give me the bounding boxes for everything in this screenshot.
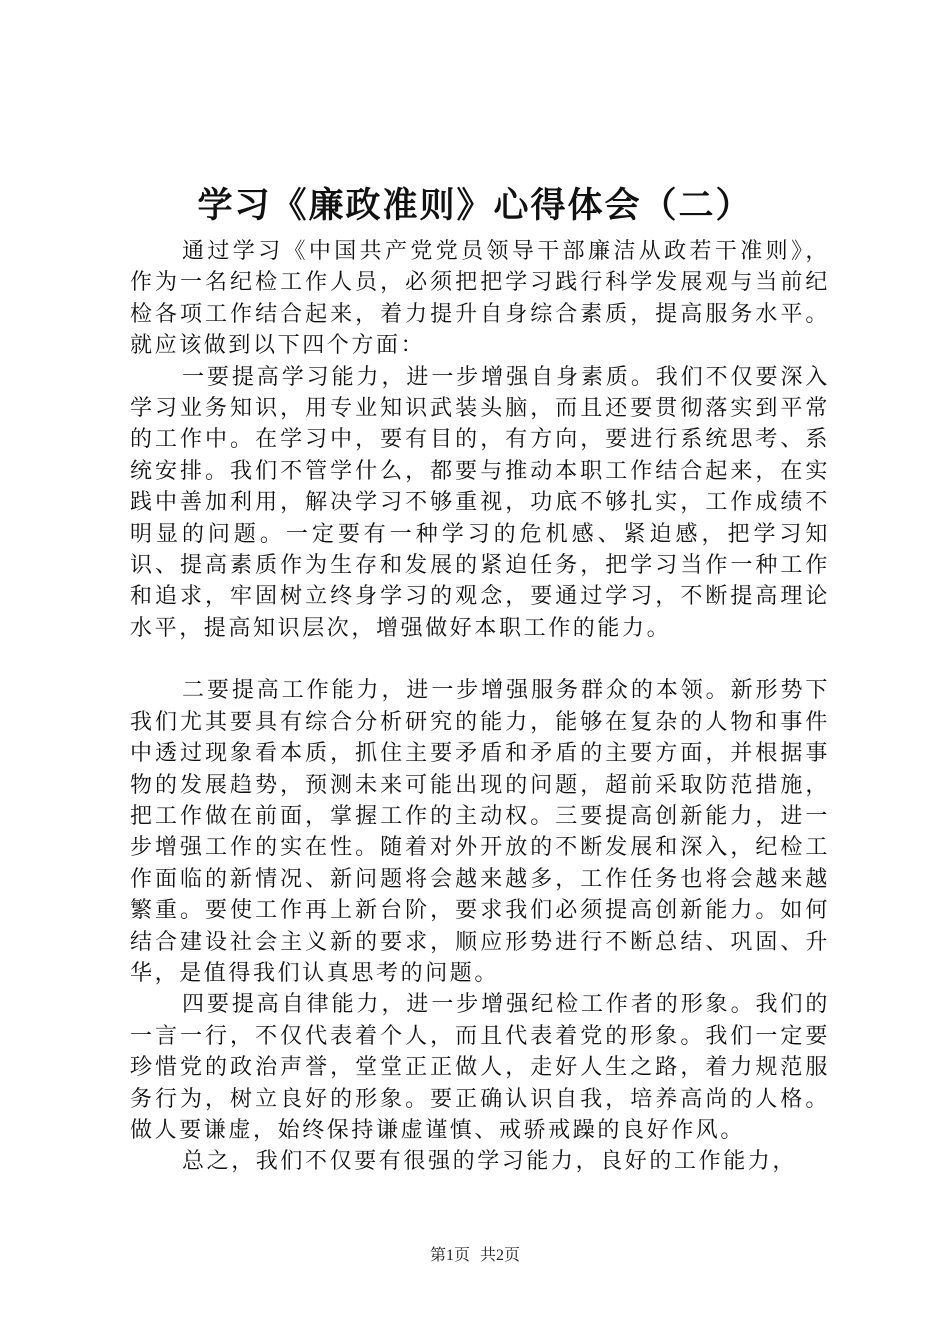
page-number: 第1页: [429, 1247, 470, 1264]
paragraph-learning-ability: 一要提高学习能力，进一步增强自身素质。我们不仅要深入学习业务知识，用专业知识武装头脑，而且还要贯彻落实到平常的工作中。在学习中，要有目的，有方向，要进行系统思考、系统安排。我们不管学什么，都要与推动本职工作结合起来，在实践中善加利用，解决学习不够重视，功底不够扎实，工作成绩不明显的问题。一定要有一种学习的危机感、紧迫感，把学习知识、提高素质作为生存和发展的紧迫任务，把学习当作一种工作和追求，牢固树立终身学习的观念，要通过学习，不断提高理论水平，提高知识层次，增强做好本职工作的能力。: [130, 364, 830, 641]
total-pages: 共2页: [480, 1247, 521, 1264]
paragraph-conclusion: 总之，我们不仅要有很强的学习能力，良好的工作能力，: [182, 1149, 798, 1175]
paragraph-intro: 通过学习《中国共产党党员领导干部廉洁从政若干准则》，作为一名纪检工作人员，必须把把学习践行科学发展观与当前纪检各项工作结合起来，着力提升自身综合素质，提高服务水平。就应该做到以下四个方面：: [130, 239, 830, 359]
document-title: 学习《廉政准则》心得体会（二）: [197, 186, 753, 226]
document-body: [130, 236, 830, 1178]
page-footer: [0, 1244, 950, 1268]
paragraph-self-discipline: 四要提高自律能力，进一步增强纪检工作者的形象。我们的一言一行，不仅代表着个人，而且代表着党的形象。我们一定要珍惜党的政治声誉，堂堂正正做人，走好人生之路，着力规范服务行为，树立良好的形象。要正确认识自我，培养高尚的人格。做人要谦虚，始终保持谦虚谨慎、戒骄戒躁的良好作风。: [130, 992, 830, 1143]
paragraph-work-ability: 二要提高工作能力，进一步增强服务群众的本领。新形势下我们尤其要具有综合分析研究的能力，能够在复杂的人物和事件中透过现象看本质，抓住主要矛盾和矛盾的主要方面，并根据事物的发展趋势，预测未来可能出现的问题，超前采取防范措施，把工作做在前面，掌握工作的主动权。三要提高创新能力，进一步增强工作的实在性。随着对外开放的不断发展和深入，纪检工作面临的新情况、新问题将会越来越多，工作任务也将会越来越繁重。要使工作再上新台阶，要求我们必须提高创新能力。如何结合建设社会主义新的要求，顺应形势进行不断总结、巩固、升华，是值得我们认真思考的问题。: [130, 678, 830, 986]
